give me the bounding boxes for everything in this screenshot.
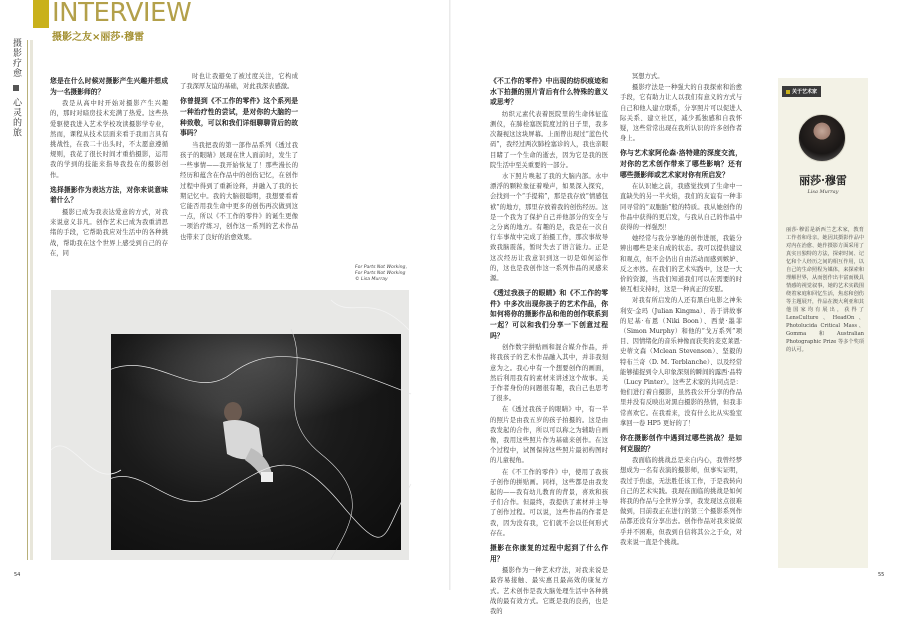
interview-paragraph: 我是从高中时开始对摄影产生兴趣的，那时对暗房技术充满了热爱。这些热爱驱使我进入艺术学校攻读摄影学专业，然而，课程从技术层面来看于我而言具有挑战性，在我二十出头时，不太愿意遵循规则，我花了很长时间才重拾摄影，运用我的学到的技能来指导我投在的摄影创作。 bbox=[50, 100, 168, 179]
interview-paragraph: 在《透过我孩子的眼睛》中，有一半的照片是由我五岁的孩子拍摄的。这是由我发起的合作，所以可以称之为辅助自画像，我用这些照片作为基础来创作。在这个过程中，试图保持这些照片最初构图时的儿童视角。 bbox=[490, 406, 608, 465]
text-column-4 bbox=[620, 72, 742, 549]
caption-line-1: For Parts Not Working， bbox=[355, 265, 411, 270]
side-rule bbox=[27, 40, 28, 560]
interview-paragraph: 我面临的挑战总是来自内心，我曾经梦想成为一名有表演的摄影师，但事实证明，我过于焦虑，无法胜任该工作，于是我转向自己的艺术实践。我现在面临的挑战是如何将我的作品与全世界分享，我发现这点很难做到，目前我正在进行的第三个摄影系列作品都还没有分享出去。创作作品对我来说似乎并不困难，但我到自信将其公之于众，对我来说一直是个挑战。 bbox=[620, 457, 742, 546]
artist-bio-text: 丽莎·穆雷是新西兰艺术家，教育工作者和母亲。她因其摄影作品中对内在治愈、她作摄影方面采用了真实且独特的方法，探索时间、记忆和个人经历之间的相互作用，以自己的生命照程为媒体，来探索和理解世界，从而创作出丰富而极具情感的视觉叙事，她的艺术实践围绕着家庭和回忆生活，焦虑和创伤等主题展开，作品在澳大利亚和其他国家均有展出，获得了LensCulture、HeadOn、Photolucida Critical Mass、Gomma和Australian Photographic Prize 等多个奖项的认可。 bbox=[786, 227, 864, 353]
interview-question: 选择摄影作为表达方法，对你来说意味着什么？ bbox=[50, 185, 168, 205]
bio-tag-label: 关于艺术家 bbox=[792, 89, 818, 95]
interview-paragraph: 创作数字拼贴画和混合媒介作品，并将我孩子的艺术作品融入其中，并非我刻意为之。我心中有一个想要创作的画面，然后利用我有的素材来讲述这个故事。关于作者身份的问题很有趣，我自己也思考了很多。 bbox=[490, 344, 608, 403]
side-rule-tint bbox=[30, 40, 33, 560]
interview-paragraph: 在认识她之前，我感觉找到了生命中一直缺失的另一半火焰，我们的友谊有一种非同寻常的“双胞胎”般的特质。我从她创作的作品中获得的更启发，与我从自己的作品中获得的一样强烈！ bbox=[620, 183, 742, 232]
interview-paragraph: 她经常与我分享她的创作进展，我能分辨出哪些是来自成的状态。我可以提供建议和观点，但不会仍出自由活动而感到嫉妒、反之亦然。在我们的艺术实践中，这是一大价的资源，当我们知道我们可以在需要的时候互相支持时，这是一种真正的安慰。 bbox=[620, 235, 742, 294]
side-label-separator bbox=[13, 85, 19, 91]
interview-paragraph: 冥想方式。 bbox=[632, 73, 664, 80]
header-accent-block bbox=[33, 0, 49, 28]
artist-bio-card bbox=[778, 78, 868, 568]
side-label-b: 心灵的旅 bbox=[11, 97, 21, 138]
page-number-left: 54 bbox=[14, 572, 21, 578]
text-column-1 bbox=[50, 72, 168, 260]
section-subtitle: 摄影之友×丽莎·穆雷 bbox=[52, 32, 145, 43]
interview-paragraph: 纺织元素代表着医院里的生命体征监测仪，在肺栓塞医院度过的日子里，我多次凝视这这块屏幕。上面曾出现过“蓝色代码”，我经过两次肺栓塞诊的人，我也亲眼目睹了一个生命的逝去，因为它是我的医院生活中至关重要的一部分。 bbox=[490, 110, 608, 169]
text-column-2 bbox=[180, 72, 298, 244]
avatar bbox=[798, 114, 846, 162]
interview-question: 《不工作的零件》中出现的纺织痕迹和水下拍摄的照片背后有什么特殊的意义或思考？ bbox=[490, 77, 608, 107]
artist-name: 丽莎·穆雷 bbox=[799, 174, 847, 187]
bio-tag bbox=[782, 86, 821, 97]
side-label bbox=[10, 38, 23, 138]
interview-paragraph: 水下照片唤起了我的大脑内部。水中漂浮的颗粒象征着噪声，如果深入探究，会找到一个“手提箱”，那是我存放“情感包袱”的地方，那里存放着我的创伤经历。这是一个我为了保护自己并他部分的安全与之分离的地方。有趣的是，我是在一次自行车事故中完成了拍摄工作，那次事故导致我脑震荡，暂时失去了语言能力。正是这次经历让我意识到这一切是如何运作的，这也是我创作这一系列作品的灵感来源。 bbox=[490, 173, 608, 283]
outer-thread-lines bbox=[51, 290, 409, 560]
photo-caption bbox=[355, 265, 410, 284]
interview-paragraph: 摄影疗法是一种强大的自我探索和治愈手段，它有助力让人以我们有意义的方式与自己和他人建立联系，分享照片可以促进人际关系、建立社区，减少孤独感和自我怀疑，这些常常出现在我所认识的许多创作者身上。 bbox=[620, 84, 742, 143]
interview-question: 你曾提到《不工作的零件》这个系列是一种治疗性的尝试，是对你的大脑的一种致敬，可以和我们详细聊聊背后的故事吗？ bbox=[180, 97, 298, 138]
caption-line-3: © Lisa Murray bbox=[355, 277, 388, 283]
text-column-3 bbox=[490, 72, 608, 618]
feature-photo bbox=[51, 290, 409, 560]
section-title: INTERVIEW bbox=[52, 0, 192, 28]
caption-line-2: For Parts Not Working bbox=[355, 271, 406, 277]
interview-paragraph: 摄影作为一种艺术疗法，对我来说是最容易接触、最实惠且最高效的康复方式。艺术创作是我大脑处理生活中各种挑战的最有效方式。它既是我的良药，也是我的 bbox=[490, 567, 608, 616]
interview-paragraph: 当我把我的第一部作品系列《透过我孩子的眼睛》展现在世人面前时，发生了一些事情——我开始恢复了！那些漫长的经历和蕴含在作品中的创伤记忆，在创作过程中得到了重新诠释，并融入了我的长期记忆中。我的大脑很聪明，我想要看看它能否用我生命中更多的创伤再次做到这一点，所以《不工作的零件》的诞生更像一项治疗练习，创作这一系列的艺术作品也带来了良好的治愈效果。 bbox=[180, 141, 298, 241]
interview-question: 《透过我孩子的眼睛》和《不工作的零件》中多次出现你孩子的艺术作品，你如何将你的摄影作品和他的创作联系到一起？可以和我们分享一下创意过程吗？ bbox=[490, 289, 608, 340]
interview-paragraph: 在《不工作的零件》中，使用了我孩子创作的拼贴画。同样，这些都是由我发起的——我有幼儿教育的背景，喜欢和孩子们合作。但最终，我提供了素材并主导了创作过程。可以说，这些作品的作者是我，因为没有我，它们就不会以任何形式存在。 bbox=[490, 468, 608, 537]
interview-question: 你与艺术家阿伦森·洛特建的深度交流，对你的艺术创作带来了哪些影响？还有哪些摄影师或艺术家对你有所启发？ bbox=[620, 149, 742, 179]
interview-question: 你在摄影创作中遇到过哪些挑战？是如何克服的？ bbox=[620, 434, 742, 453]
page-number-right: 55 bbox=[878, 572, 885, 578]
interview-paragraph: 摄影已成为我表达爱意的方式，对我来说意义非凡。创作艺术已成为我重清思绪的手段，它帮助我应对生活中的各种挑战，帮助我在这个世界上感受到自己的存在，同 bbox=[50, 209, 168, 257]
side-label-a: 摄影疗愈 bbox=[11, 38, 21, 78]
interview-question: 摄影在你康复的过程中起到了什么作用？ bbox=[490, 544, 608, 563]
artist-name-en: Lisa Murray bbox=[807, 189, 839, 195]
interview-paragraph: 时也让我避免了被过度关注，它构成了我深厚友谊的基础，对此我深表感激。 bbox=[180, 73, 298, 91]
interview-question: 您是在什么时候对摄影产生兴趣并想成为一名摄影师的？ bbox=[50, 77, 168, 96]
interview-paragraph: 对我有所启发的人还有黑白电影之神朱利安·金玛（Julian Kingma）、善于讲故事的尼基·布恩（Niki Boon）、西蒙·墨菲（Simon Murphy）和他的“戈万系列”项目、因情绪化的音乐神像而获奖的麦克莱恩·史蒂文森（Mclean Stevenson）、坚毅的特布兰奇（D. M. Terblanche）、以及经常能够捕捉到令人印象深刻的瞬间的露西·品特（Lucy Pinter）。这些艺术家的共同点是：他们进行着自摄影，虽然我公开分享的作品里并没有反映出对黑白摄影的热情，但我非常喜欢它。在我看来，没有什么比从实验室拿回一卷 HP5 更好的了！ bbox=[620, 297, 742, 427]
tag-square-icon bbox=[786, 90, 790, 94]
page-gutter bbox=[449, 0, 451, 590]
